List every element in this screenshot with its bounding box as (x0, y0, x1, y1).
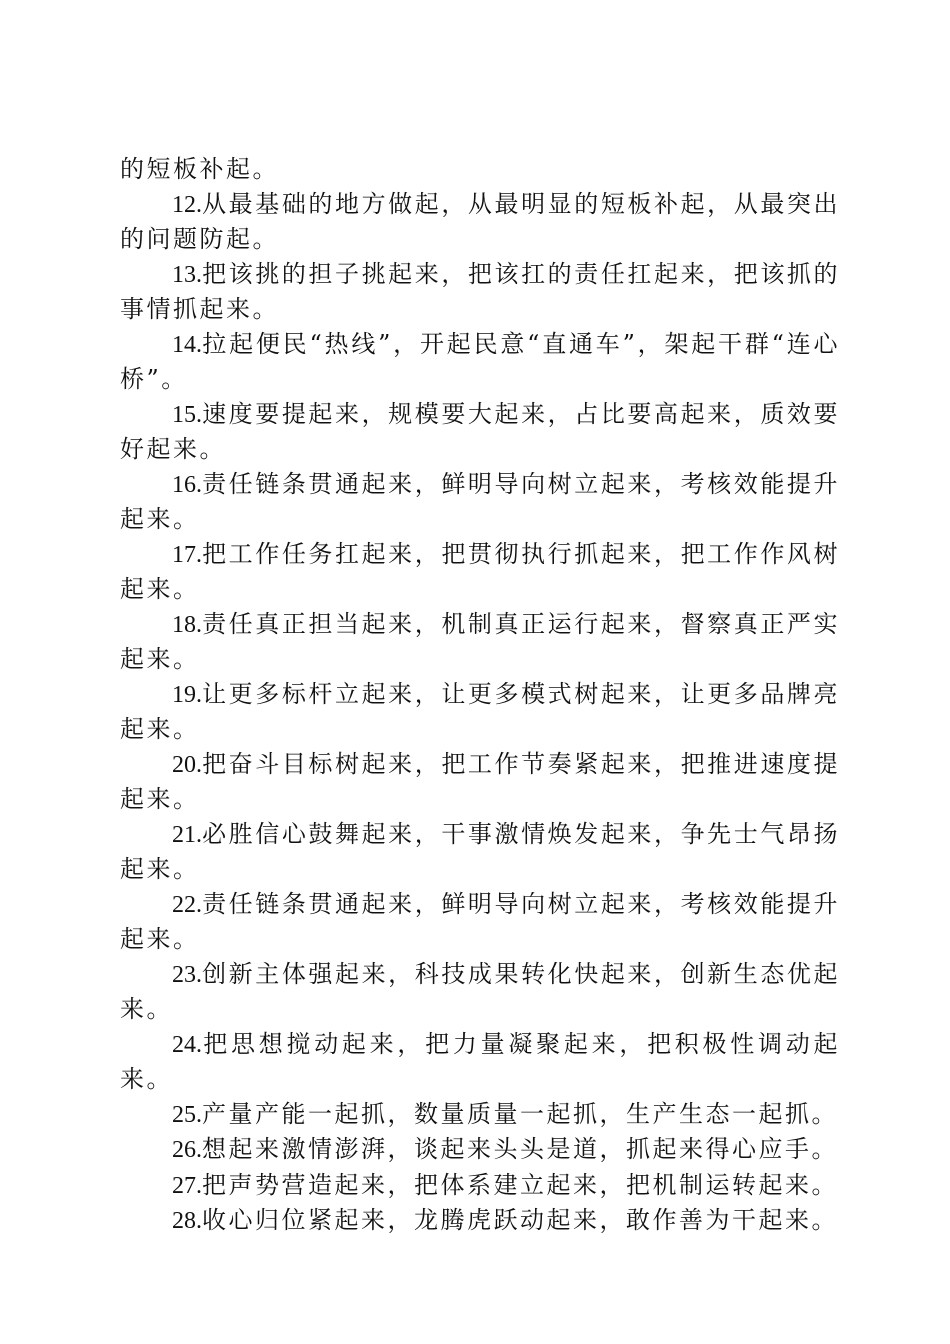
continuation-line: 的短板补起。 (120, 155, 279, 183)
item-text: 拉起便民“热线”，开起民意“直通车”，架起干群“连心桥”。 (120, 329, 840, 393)
item-number: 26. (172, 1137, 202, 1163)
list-item-27 (120, 1168, 840, 1204)
item-text: 把思想搅动起来，把力量凝聚起来，把积极性调动起来。 (120, 1029, 840, 1093)
item-number: 24. (172, 1031, 202, 1058)
item-text: 把奋斗目标树起来，把工作节奏紧起来，把推进速度提起来。 (120, 749, 840, 813)
item-text: 把工作任务扛起来，把贯彻执行抓起来，把工作作风树起来。 (120, 539, 840, 603)
item-number: 23. (172, 961, 202, 988)
list-item-24 (120, 1027, 840, 1097)
item-text: 创新主体强起来，科技成果转化快起来，创新生态优起来。 (120, 959, 840, 1023)
list-item-14 (120, 327, 840, 397)
item-number: 17. (172, 541, 202, 568)
document-body (120, 152, 840, 1239)
list-item-13 (120, 257, 840, 327)
item-number: 15. (172, 401, 202, 428)
item-text: 把该挑的担子挑起来，把该扛的责任扛起来，把该抓的事情抓起来。 (120, 259, 840, 323)
item-text: 责任链条贯通起来，鲜明导向树立起来，考核效能提升起来。 (120, 469, 840, 533)
list-item-25 (120, 1097, 840, 1133)
list-item-23 (120, 957, 840, 1027)
item-text: 速度要提起来，规模要大起来，占比要高起来，质效要好起来。 (120, 399, 840, 463)
item-text: 想起来激情澎湃，谈起来头头是道，抓起来得心应手。 (202, 1135, 838, 1163)
item-text: 收心归位紧起来，龙腾虎跃动起来，敢作善为干起来。 (202, 1206, 838, 1234)
list-item-12 (120, 187, 840, 257)
item-number: 13. (172, 261, 202, 288)
list-item-15 (120, 397, 840, 467)
item-text: 产量产能一起抓，数量质量一起抓，生产生态一起抓。 (202, 1099, 838, 1128)
item-number: 21. (172, 821, 202, 848)
list-item-20 (120, 747, 840, 817)
item-text: 责任真正担当起来，机制真正运行起来，督察真正严实起来。 (120, 609, 840, 673)
item-text: 从最基础的地方做起，从最明显的短板补起，从最突出的问题防起。 (120, 189, 840, 253)
item-number: 20. (172, 751, 202, 778)
item-number: 25. (172, 1101, 202, 1128)
item-number: 19. (172, 681, 202, 708)
list-item-19 (120, 677, 840, 747)
item-number: 22. (172, 891, 202, 918)
list-item-28 (120, 1203, 840, 1239)
item-number: 14. (172, 331, 202, 358)
item-text: 让更多标杆立起来，让更多模式树起来，让更多品牌亮起来。 (120, 679, 840, 743)
item-text: 必胜信心鼓舞起来，干事激情焕发起来，争先士气昂扬起来。 (120, 819, 840, 883)
item-number: 27. (172, 1172, 202, 1199)
item-number: 16. (172, 471, 202, 498)
list-item-22 (120, 887, 840, 957)
list-item-17 (120, 537, 840, 607)
item-number: 28. (172, 1208, 202, 1234)
list-item-26 (120, 1132, 840, 1168)
list-item-18 (120, 607, 840, 677)
item-text: 把声势营造起来，把体系建立起来，把机制运转起来。 (202, 1170, 838, 1199)
list-item-21 (120, 817, 840, 887)
item-number: 12. (172, 191, 202, 218)
item-number: 18. (172, 611, 202, 638)
list-item-16 (120, 467, 840, 537)
item-text: 责任链条贯通起来，鲜明导向树立起来，考核效能提升起来。 (120, 889, 840, 953)
